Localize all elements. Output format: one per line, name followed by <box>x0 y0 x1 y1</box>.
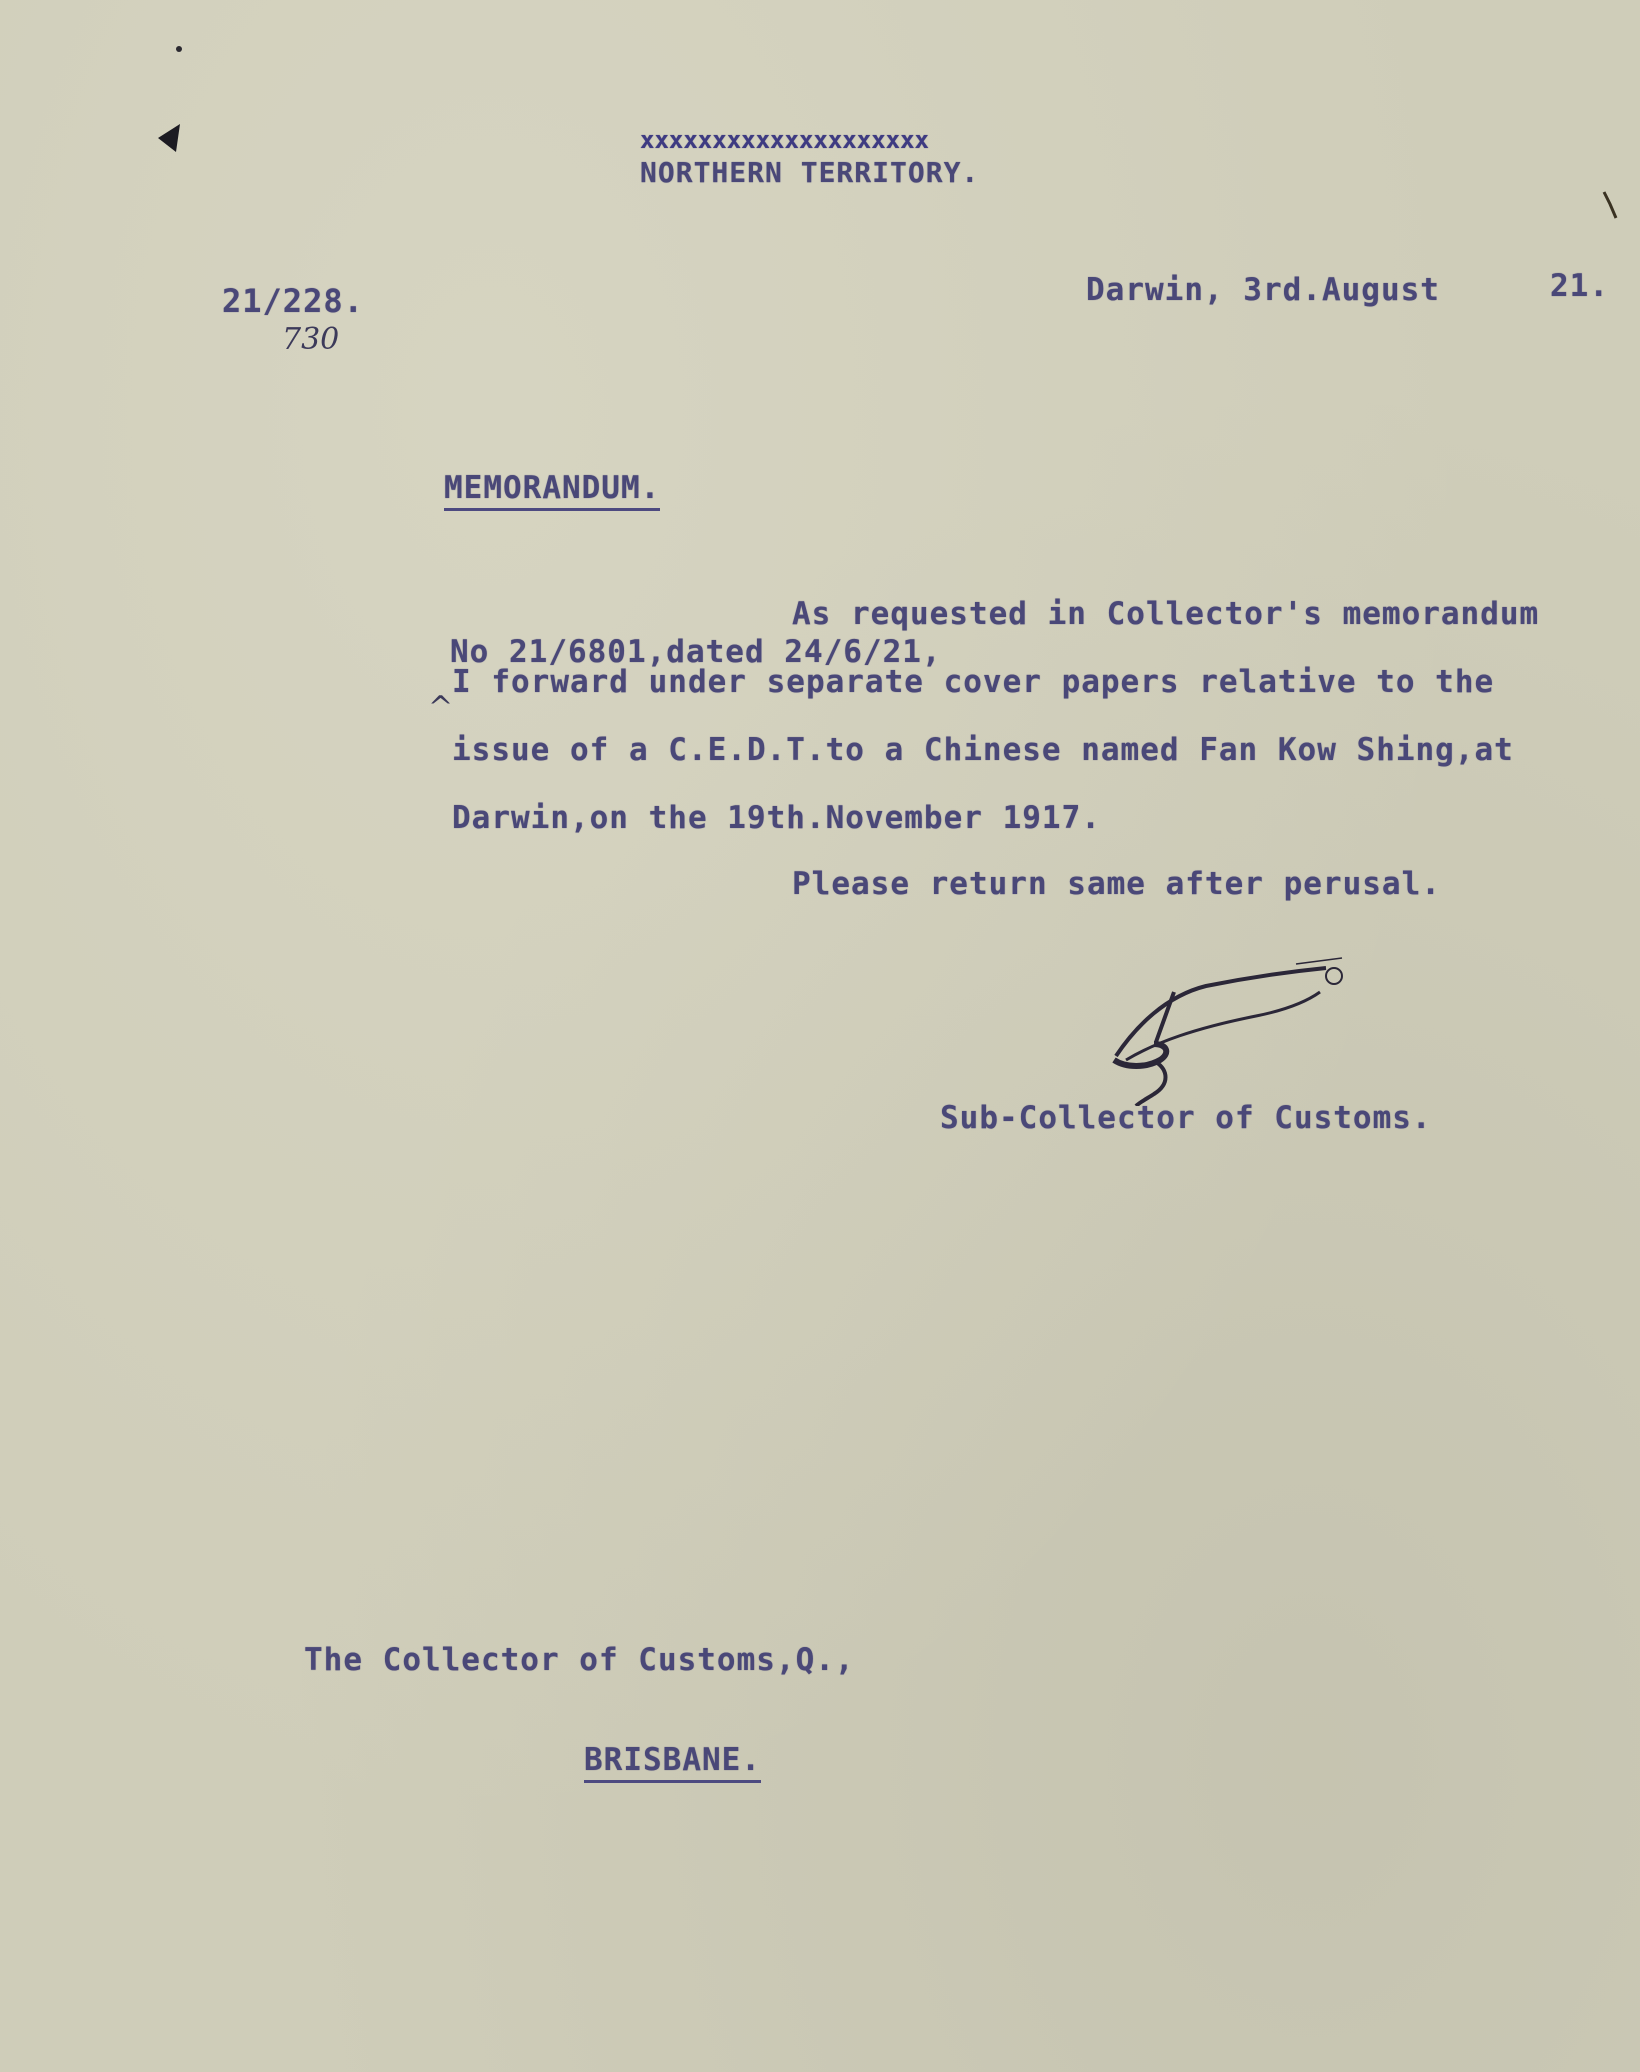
signatory-title: Sub-Collector of Customs. <box>940 1100 1432 1136</box>
body-line-3: I forward under separate cover papers relative to the <box>452 664 1495 700</box>
body-line-6: Please return same after perusal. <box>792 866 1441 902</box>
paper-scratch-mark <box>1600 190 1620 220</box>
body-line-1: As requested in Collector's memorandum <box>792 596 1540 632</box>
date-year: 21. <box>1550 268 1609 304</box>
struck-out-header: xxxxxxxxxxxxxxxxxxxx <box>640 126 929 154</box>
addressee-name: The Collector of Customs,Q., <box>304 1642 855 1678</box>
paper-speck-mark <box>150 118 190 158</box>
handwritten-reference: 730 <box>282 322 340 357</box>
insertion-caret: ^ <box>428 690 454 725</box>
body-line-4: issue of a C.E.D.T.to a Chinese named Fan Kow Shing,at <box>452 732 1514 768</box>
body-line-2: No 21/6801,dated 24/6/21, <box>450 634 942 670</box>
reference-number: 21/228. <box>222 282 364 320</box>
body-line-5: Darwin,on the 19th.November 1917. <box>452 800 1101 836</box>
territory-heading: NORTHERN TERRITORY. <box>640 156 980 189</box>
place-and-date: Darwin, 3rd.August <box>1086 272 1440 308</box>
memorandum-title: MEMORANDUM. <box>444 470 660 511</box>
paper-dot-mark <box>174 44 184 54</box>
handwritten-signature <box>1096 956 1346 1106</box>
addressee-city: BRISBANE. <box>584 1742 761 1783</box>
